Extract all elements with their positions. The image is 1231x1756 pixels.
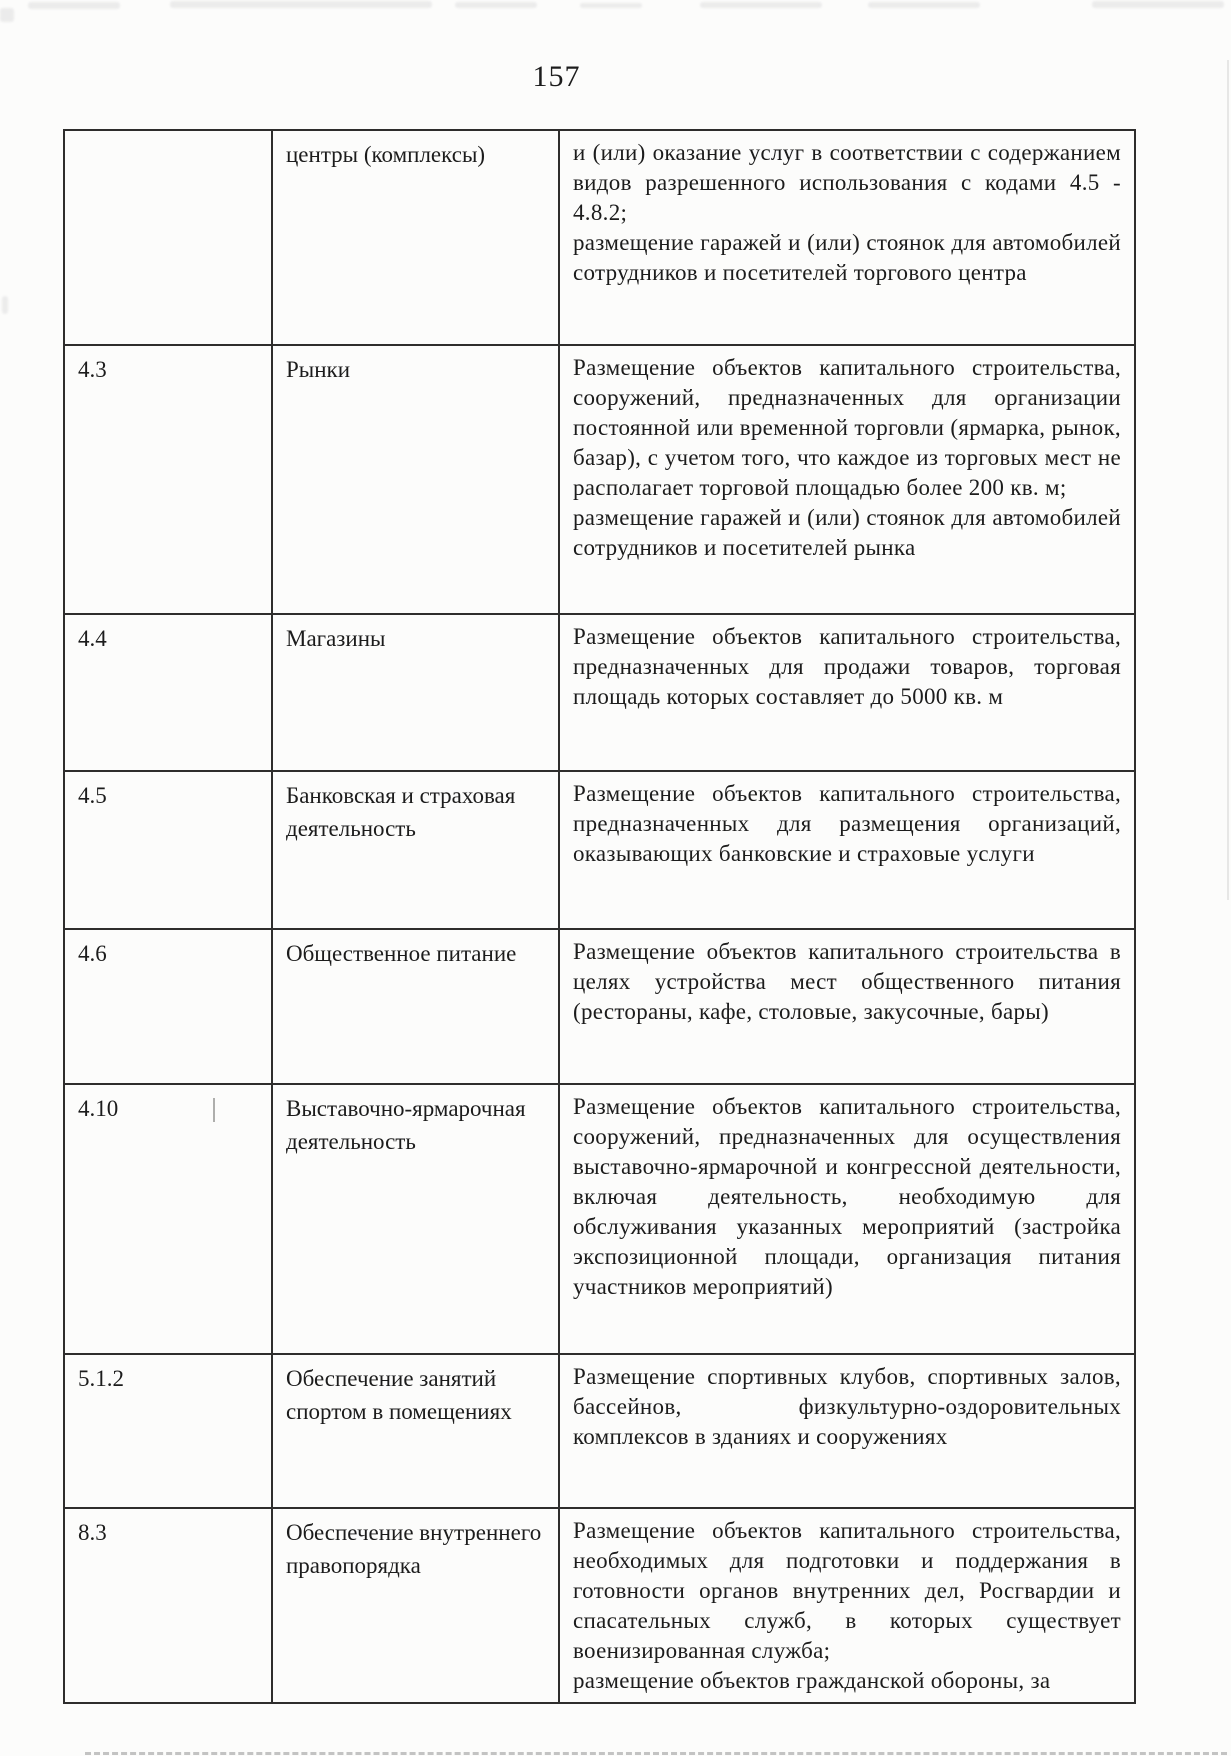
code-cell: 4.6 <box>64 929 272 1084</box>
page-number: 157 <box>532 60 581 93</box>
code-cell: 4.10 <box>64 1084 272 1354</box>
description-paragraph: Размещение объектов капитального строительства, предназначенных для продажи товаров, торговая площадь которых составляет до 5000 кв. м <box>573 624 1121 709</box>
name-cell: Обеспечение внутреннего правопорядка <box>272 1508 559 1703</box>
description-cell <box>559 1084 1135 1354</box>
scan-smudge <box>580 3 642 8</box>
code-cell: 4.5 <box>64 771 272 929</box>
description-paragraph: Размещение объектов капитального строительства в целях устройства мест общественного питания (рестораны, кафе, столовые, закусочные, бары) <box>573 939 1121 1024</box>
description-cell <box>559 1354 1135 1508</box>
scan-smudge <box>1092 1 1224 8</box>
code-cell: 4.4 <box>64 614 272 771</box>
description-paragraph: Размещение объектов капитального строительства, сооружений, предназначенных для осуществления выставочно-ярмарочной и конгрессной деятельности, включая деятельность, необходимую для обслуживания указанных мероприятий (застройка экспозиционной площади, организация питания участников мероприятий) <box>573 1094 1121 1299</box>
table-row <box>64 1084 1135 1354</box>
name-cell: Банковская и страховая деятельность <box>272 771 559 929</box>
table-row <box>64 929 1135 1084</box>
scan-edge-line <box>1227 60 1229 900</box>
scan-smudge <box>28 2 120 9</box>
scan-smudge <box>455 2 537 8</box>
description-cell <box>559 771 1135 929</box>
description-cell <box>559 929 1135 1084</box>
table-row <box>64 1354 1135 1508</box>
description-paragraph: Размещение объектов капитального строительства, сооружений, предназначенных для организации постоянной или временной торговли (ярмарка, рынок, базар), с учетом того, что каждое из торговых мест не располагает торговой площадью более 200 кв. м; <box>573 355 1121 500</box>
name-cell: Рынки <box>272 345 559 614</box>
description-paragraph: размещение гаражей и (или) стоянок для автомобилей сотрудников и посетителей рынка <box>573 505 1121 560</box>
description-cell <box>559 614 1135 771</box>
scan-bottom-band <box>85 1752 1227 1755</box>
name-cell: Обеспечение занятий спортом в помещениях <box>272 1354 559 1508</box>
code-cell <box>64 130 272 345</box>
table-row <box>64 614 1135 771</box>
table-row <box>64 130 1135 345</box>
name-cell: Магазины <box>272 614 559 771</box>
description-paragraph: Размещение спортивных клубов, спортивных залов, бассейнов, физкультурно-оздоровительных комплексов в зданиях и сооружениях <box>573 1364 1121 1449</box>
table-row <box>64 345 1135 614</box>
description-paragraph: размещение объектов гражданской обороны, за <box>573 1668 1051 1693</box>
code-cell: 8.3 <box>64 1508 272 1703</box>
description-paragraph: Размещение объектов капитального строительства, предназначенных для размещения организаций, оказывающих банковские и страховые услуги <box>573 781 1121 866</box>
description-cell <box>559 1508 1135 1703</box>
land-use-table <box>63 129 1136 1704</box>
scan-smudge <box>0 8 14 22</box>
scan-smudge <box>2 296 8 314</box>
description-paragraph: размещение гаражей и (или) стоянок для автомобилей сотрудников и посетителей торгового центра <box>573 230 1121 285</box>
description-cell <box>559 345 1135 614</box>
name-cell: центры (комплексы) <box>272 130 559 345</box>
scan-smudge <box>170 1 432 8</box>
scan-smudge <box>868 2 980 8</box>
code-cell: 5.1.2 <box>64 1354 272 1508</box>
name-cell: Общественное питание <box>272 929 559 1084</box>
code-cell: 4.3 <box>64 345 272 614</box>
description-paragraph: и (или) оказание услуг в соответствии с содержанием видов разрешенного использования с кодами 4.5 - 4.8.2; <box>573 140 1121 225</box>
name-cell: Выставочно-ярмарочная деятельность <box>272 1084 559 1354</box>
table-row <box>64 771 1135 929</box>
description-paragraph: Размещение объектов капитального строительства, необходимых для подготовки и поддержания в готовности органов внутренних дел, Росгвардии и спасательных служб, в которых существует военизированная служба; <box>573 1518 1121 1663</box>
table-row <box>64 1508 1135 1703</box>
scan-smudge <box>700 2 822 8</box>
description-cell <box>559 130 1135 345</box>
